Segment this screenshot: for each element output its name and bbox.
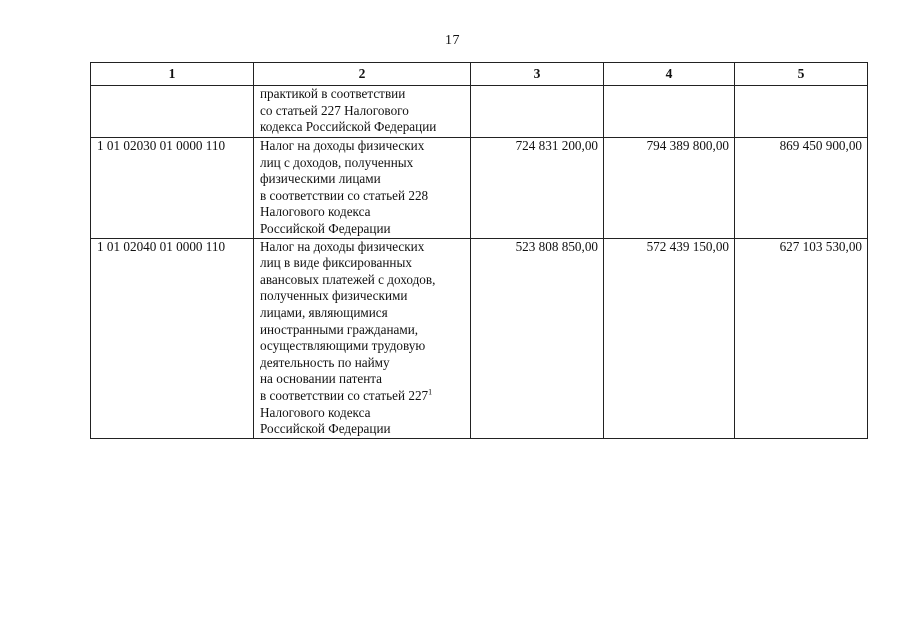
revenue-name-line: лиц в виде фиксированных (260, 255, 412, 271)
classification-code (91, 86, 254, 138)
page-number: 17 (445, 33, 460, 48)
header-col-3: 3 (471, 63, 604, 86)
revenue-name-line: Налогового кодекса (260, 204, 371, 220)
revenue-name-line (260, 388, 465, 405)
revenue-name-line: деятельность по найму (260, 354, 390, 370)
revenue-name-line: Российской Федерации (260, 220, 391, 236)
header-col-4: 4 (604, 63, 735, 86)
table-header-row (91, 63, 868, 86)
revenue-name-line: практикой в соответствии (260, 86, 406, 101)
revenue-name-line: в соответствии со статьей 228 (260, 187, 429, 203)
revenue-name-line: Налог на доходы физических (260, 138, 425, 153)
superscript-marker: 1 (428, 387, 433, 397)
revenue-name (254, 86, 471, 138)
header-col-5: 5 (735, 63, 868, 86)
amount-col-5 (735, 86, 868, 138)
amount-col-3: 724 831 200,00 (471, 138, 604, 239)
amount-col-5: 869 450 900,00 (735, 138, 868, 239)
revenue-name-line: иностранными гражданами, (260, 321, 419, 337)
amount-col-4 (604, 86, 735, 138)
table-row (91, 86, 868, 138)
amount-col-3: 523 808 850,00 (471, 238, 604, 438)
revenue-name-line-text: в соответствии со статьей 227 (260, 387, 429, 403)
revenue-name-line: авансовых платежей с доходов, (260, 271, 436, 287)
revenue-name-line: осуществляющими трудовую (260, 338, 426, 354)
amount-col-5: 627 103 530,00 (735, 238, 868, 438)
revenue-name (254, 238, 471, 438)
revenue-name-line: со статьей 227 Налогового (260, 102, 409, 118)
classification-code: 1 01 02040 01 0000 110 (91, 238, 254, 438)
header-col-1: 1 (91, 63, 254, 86)
revenue-table (90, 62, 868, 439)
classification-code: 1 01 02030 01 0000 110 (91, 138, 254, 239)
header-col-2: 2 (254, 63, 471, 86)
table-row (91, 138, 868, 239)
revenue-name-line: Налог на доходы физических (260, 238, 425, 254)
revenue-name-line: лицами, являющимися (260, 304, 388, 320)
table-row (91, 238, 868, 438)
amount-col-4: 794 389 800,00 (604, 138, 735, 239)
revenue-name-line: на основании патента (260, 371, 383, 387)
revenue-name-line: Российской Федерации (260, 421, 391, 437)
revenue-name-line: Налогового кодекса (260, 404, 371, 420)
revenue-name-line: полученных физическими (260, 288, 408, 304)
revenue-name-line: физическими лицами (260, 171, 381, 187)
revenue-name (254, 138, 471, 239)
revenue-name-line: лиц с доходов, полученных (260, 154, 414, 170)
amount-col-4: 572 439 150,00 (604, 238, 735, 438)
amount-col-3 (471, 86, 604, 138)
revenue-name-line: кодекса Российской Федерации (260, 119, 437, 135)
